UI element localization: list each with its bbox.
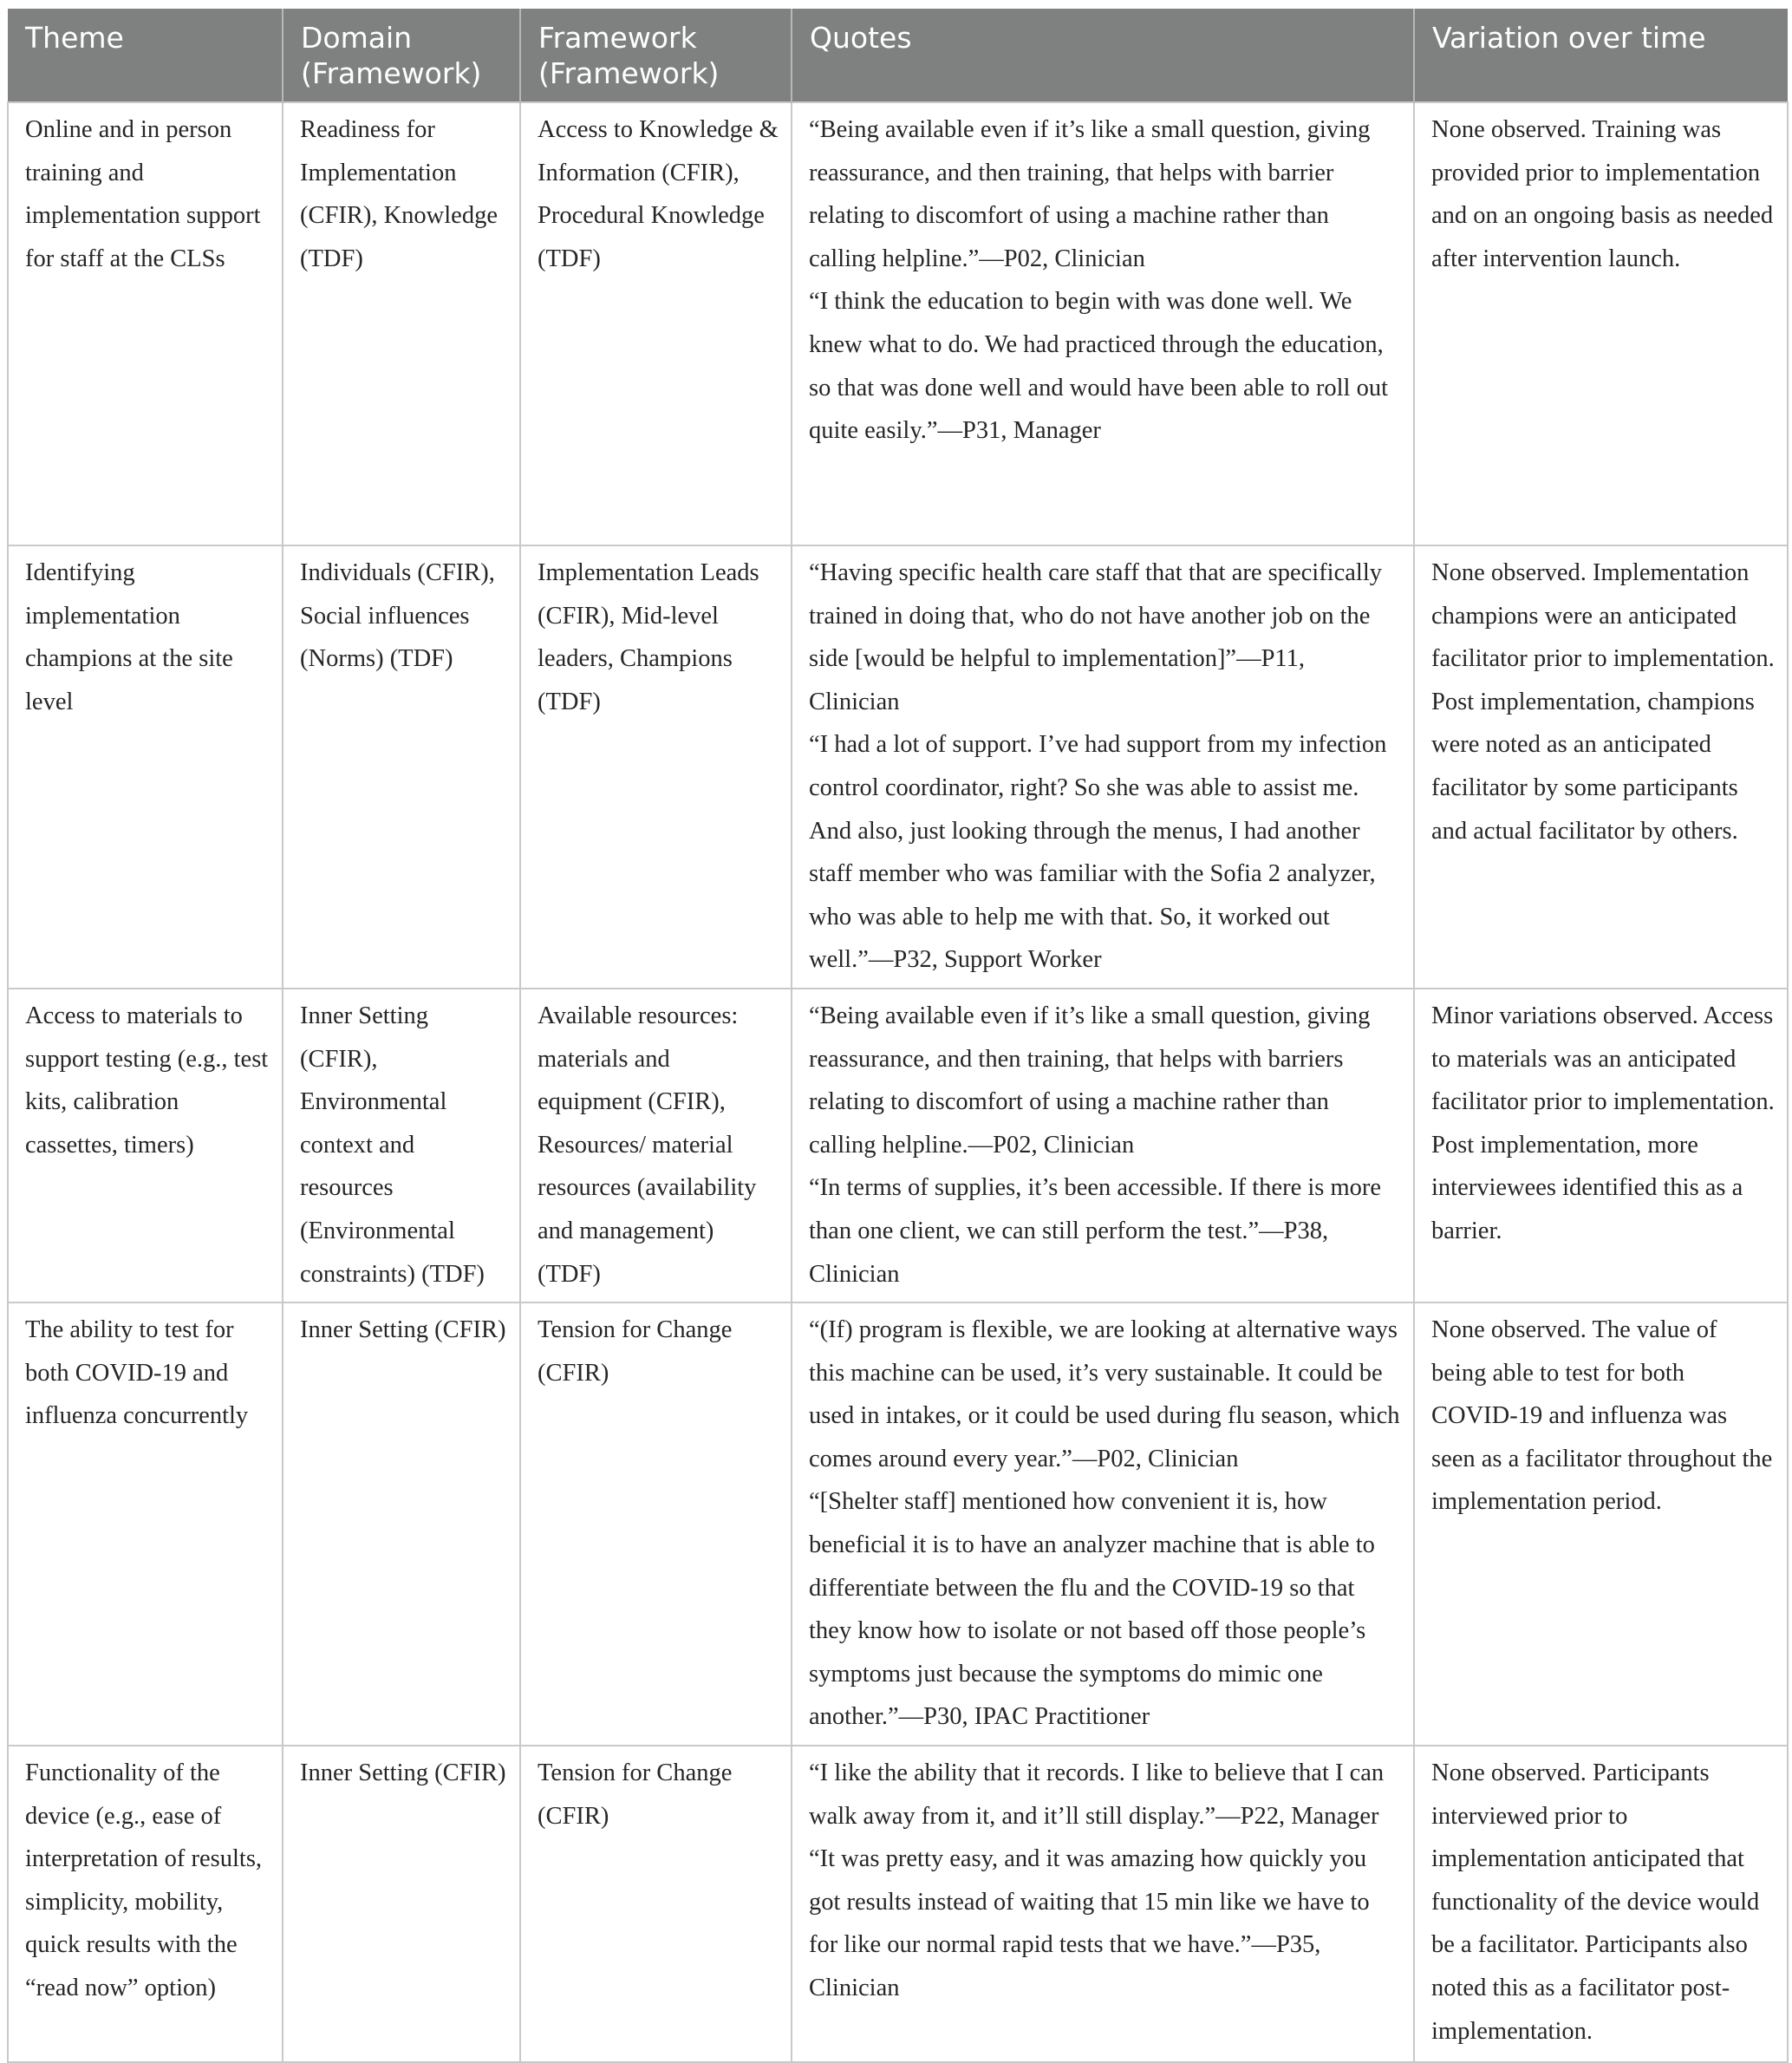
- quote-text: “In terms of supplies, it’s been accessible. If there is more than one client, we can still perform the test.”—P38, Clinician: [809, 1174, 1382, 1288]
- quote-text: “(If) program is flexible, we are looking at alternative ways this machine can be used, it’s very sustainable. It could be used in intakes, or it could be used during flu season, which comes around every year.”—P02, Clinician: [809, 1316, 1400, 1472]
- table-header: [8, 9, 1788, 102]
- table-row: [8, 1746, 1788, 2062]
- quote-text: “[Shelter staff] mentioned how convenient it is, how beneficial it is to have an analyzer machine that is able to differentiate between the flu and the COVID-19 so that they know how to isolate or not based off those people’s symptoms just because the symptoms do mimic one another.”—P30, IPAC Practitioner: [809, 1488, 1375, 1731]
- table-row: [8, 1302, 1788, 1746]
- domain-cell: Individuals (CFIR), Social influences (Norms) (TDF): [283, 545, 520, 989]
- quotes-cell: [792, 545, 1414, 989]
- quote-text: “I like the ability that it records. I like to believe that I can walk away from it, and it’ll still display.”—P22, Manager: [809, 1759, 1385, 1830]
- variation-cell: None observed. Training was provided prior to implementation and on an ongoing basis as needed after intervention launch.: [1414, 102, 1788, 545]
- theme-cell: Functionality of the device (e.g., ease of interpretation of results, simplicity, mobility, quick results with the “read now” option): [8, 1746, 283, 2062]
- quote-text: “Being available even if it’s like a small question, giving reassurance, and then training, that helps with barriers relating to discomfort of using a machine rather than calling helpline.—P02, Clinician: [809, 1002, 1371, 1159]
- header-variation: Variation over time: [1414, 9, 1788, 102]
- theme-cell: Identifying implementation champions at the site level: [8, 545, 283, 989]
- header-theme: Theme: [8, 9, 283, 102]
- variation-cell: Minor variations observed. Access to materials was an anticipated facilitator prior to implementation. Post implementation, more interviewees identified this as a barrier.: [1414, 989, 1788, 1302]
- header-quotes: Quotes: [792, 9, 1414, 102]
- domain-cell: Inner Setting (CFIR): [283, 1746, 520, 2062]
- header-framework: Framework (Framework): [520, 9, 792, 102]
- table-row: [8, 102, 1788, 545]
- variation-cell: None observed. The value of being able to test for both COVID-19 and influenza was seen as a facilitator throughout the implementation period.: [1414, 1302, 1788, 1746]
- framework-cell: Access to Knowledge & Information (CFIR), Procedural Knowledge (TDF): [520, 102, 792, 545]
- domain-cell: Inner Setting (CFIR): [283, 1302, 520, 1746]
- quote-text: “I think the education to begin with was done well. We knew what to do. We had practiced through the education, so that was done well and would have been able to roll out quite easily.”—P31, Manager: [809, 288, 1388, 445]
- quote-text: “I had a lot of support. I’ve had support from my infection control coordinator, right? So she was able to assist me. And also, just looking through the menus, I had another staff member who was familiar with the Sofia 2 analyzer, who was able to help me with that. So, it worked out well.”—P32, Support Worker: [809, 731, 1387, 974]
- table-body: [8, 102, 1788, 2062]
- table-row: [8, 545, 1788, 989]
- themes-table: [7, 9, 1789, 2063]
- framework-cell: Tension for Change (CFIR): [520, 1746, 792, 2062]
- variation-cell: None observed. Implementation champions were an anticipated facilitator prior to implementation. Post implementation, champions were noted as an anticipated facilitator by some participants and actual facilitator by others.: [1414, 545, 1788, 989]
- header-domain: Domain (Framework): [283, 9, 520, 102]
- quotes-cell: [792, 989, 1414, 1302]
- table-row: [8, 989, 1788, 1302]
- variation-cell: None observed. Participants interviewed prior to implementation anticipated that functionality of the device would be a facilitator. Participants also noted this as a facilitator post-implementation.: [1414, 1746, 1788, 2062]
- domain-cell: Inner Setting (CFIR), Environmental context and resources (Environmental constraints) (TDF): [283, 989, 520, 1302]
- framework-cell: Implementation Leads (CFIR), Mid-level leaders, Champions (TDF): [520, 545, 792, 989]
- quote-text: “Having specific health care staff that that are specifically trained in doing that, who do not have another job on the side [would be helpful to implementation]”—P11, Clinician: [809, 559, 1382, 715]
- theme-cell: Access to materials to support testing (e.g., test kits, calibration cassettes, timers): [8, 989, 283, 1302]
- theme-cell: The ability to test for both COVID-19 and influenza concurrently: [8, 1302, 283, 1746]
- quote-text: “It was pretty easy, and it was amazing how quickly you got results instead of waiting that 15 min like we have to for like our normal rapid tests that we have.”—P35, Clinician: [809, 1845, 1370, 2002]
- header-row: [8, 9, 1788, 102]
- framework-cell: Tension for Change (CFIR): [520, 1302, 792, 1746]
- quotes-cell: [792, 1746, 1414, 2062]
- theme-cell: Online and in person training and implementation support for staff at the CLSs: [8, 102, 283, 545]
- quotes-cell: [792, 1302, 1414, 1746]
- quotes-cell: [792, 102, 1414, 545]
- quote-text: “Being available even if it’s like a small question, giving reassurance, and then training, that helps with barrier relating to discomfort of using a machine rather than calling helpline.”—P02, Clinician: [809, 116, 1371, 272]
- framework-cell: Available resources: materials and equipment (CFIR), Resources/ material resources (availability and management) (TDF): [520, 989, 792, 1302]
- domain-cell: Readiness for Implementation (CFIR), Knowledge (TDF): [283, 102, 520, 545]
- themes-table-container: [7, 9, 1787, 2063]
